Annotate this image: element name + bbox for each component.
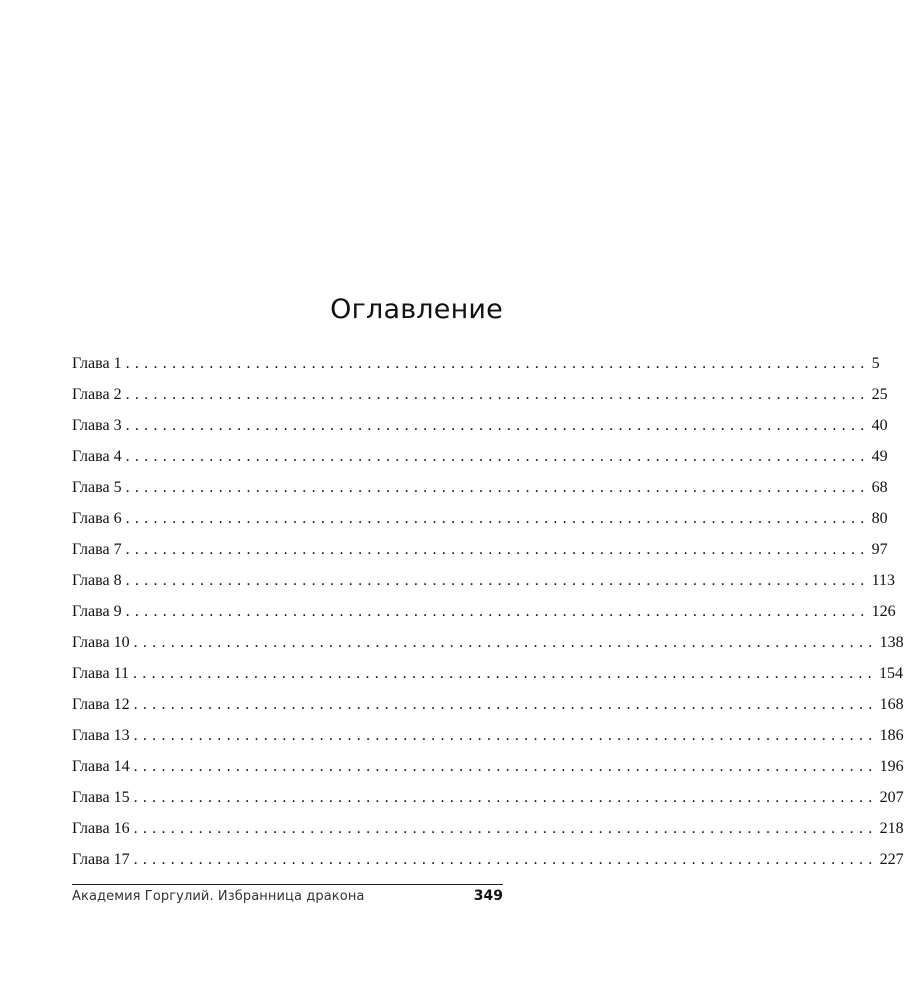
toc-dot-leader: ................................................................................ [133, 634, 878, 651]
toc-dot-leader: ................................................................................ [125, 510, 870, 527]
toc-entry-page: 113 [871, 572, 895, 589]
toc-entry-label: Глава 12 [72, 696, 130, 713]
toc-entry-page: 25 [871, 386, 888, 403]
toc-entry-label: Глава 7 [72, 541, 122, 558]
toc-entry[interactable] [72, 813, 904, 844]
toc-list [72, 348, 904, 875]
toc-entry-page: 218 [879, 820, 904, 837]
toc-entry-label: Глава 9 [72, 603, 122, 620]
toc-entry-label: Глава 16 [72, 820, 130, 837]
footer-divider [72, 884, 503, 885]
toc-dot-leader: ................................................................................ [125, 355, 870, 372]
toc-dot-leader: ................................................................................ [125, 448, 870, 465]
toc-entry-page: 40 [871, 417, 888, 434]
toc-entry[interactable] [72, 441, 888, 472]
toc-entry[interactable] [72, 720, 904, 751]
toc-entry-page: 207 [879, 789, 904, 806]
toc-heading: Оглавление [330, 294, 503, 325]
toc-dot-leader: ................................................................................ [125, 603, 870, 620]
toc-entry-label: Глава 11 [72, 665, 129, 682]
toc-entry-page: 154 [878, 665, 903, 682]
toc-entry[interactable] [72, 658, 903, 689]
running-footer-title: Академия Горгулий. Избранница дракона [72, 889, 365, 904]
toc-entry[interactable] [72, 596, 896, 627]
toc-entry[interactable] [72, 751, 904, 782]
toc-entry-page: 186 [879, 727, 904, 744]
toc-entry-page: 97 [871, 541, 888, 558]
toc-entry-label: Глава 15 [72, 789, 130, 806]
toc-entry[interactable] [72, 348, 880, 379]
toc-entry[interactable] [72, 503, 888, 534]
toc-entry[interactable] [72, 472, 888, 503]
toc-entry-label: Глава 1 [72, 355, 122, 372]
toc-entry-page: 126 [871, 603, 896, 620]
toc-entry[interactable] [72, 534, 888, 565]
toc-dot-leader: ................................................................................ [125, 572, 870, 589]
toc-entry[interactable] [72, 627, 904, 658]
toc-entry[interactable] [72, 379, 888, 410]
toc-entry-label: Глава 5 [72, 479, 122, 496]
toc-entry-page: 5 [871, 355, 880, 372]
toc-dot-leader: ................................................................................ [125, 541, 870, 558]
toc-dot-leader: ................................................................................ [125, 417, 870, 434]
toc-entry[interactable] [72, 844, 904, 875]
toc-entry-label: Глава 3 [72, 417, 122, 434]
toc-entry-label: Глава 2 [72, 386, 122, 403]
toc-dot-leader: ................................................................................ [125, 479, 870, 496]
toc-entry[interactable] [72, 782, 904, 813]
toc-entry-label: Глава 8 [72, 572, 122, 589]
toc-entry[interactable] [72, 689, 904, 720]
toc-entry-page: 80 [871, 510, 888, 527]
toc-entry-label: Глава 13 [72, 727, 130, 744]
toc-entry-page: 68 [871, 479, 888, 496]
toc-dot-leader: ................................................................................ [125, 386, 870, 403]
toc-entry-page: 49 [871, 448, 888, 465]
toc-entry-page: 196 [879, 758, 904, 775]
toc-entry[interactable] [72, 410, 888, 441]
toc-entry-label: Глава 6 [72, 510, 122, 527]
page-number: 349 [473, 888, 503, 904]
toc-entry-label: Глава 4 [72, 448, 122, 465]
toc-entry-label: Глава 14 [72, 758, 130, 775]
toc-dot-leader: ................................................................................ [133, 789, 878, 806]
toc-entry-page: 168 [879, 696, 904, 713]
toc-entry-page: 227 [879, 851, 904, 868]
toc-dot-leader: ................................................................................ [133, 758, 878, 775]
toc-dot-leader: ................................................................................ [133, 820, 878, 837]
toc-dot-leader: ................................................................................ [133, 851, 878, 868]
toc-dot-leader: ................................................................................ [133, 696, 878, 713]
toc-entry[interactable] [72, 565, 895, 596]
toc-entry-label: Глава 10 [72, 634, 130, 651]
toc-dot-leader: ................................................................................ [133, 727, 878, 744]
toc-entry-page: 138 [879, 634, 904, 651]
toc-dot-leader: ................................................................................ [132, 665, 877, 682]
toc-entry-label: Глава 17 [72, 851, 130, 868]
